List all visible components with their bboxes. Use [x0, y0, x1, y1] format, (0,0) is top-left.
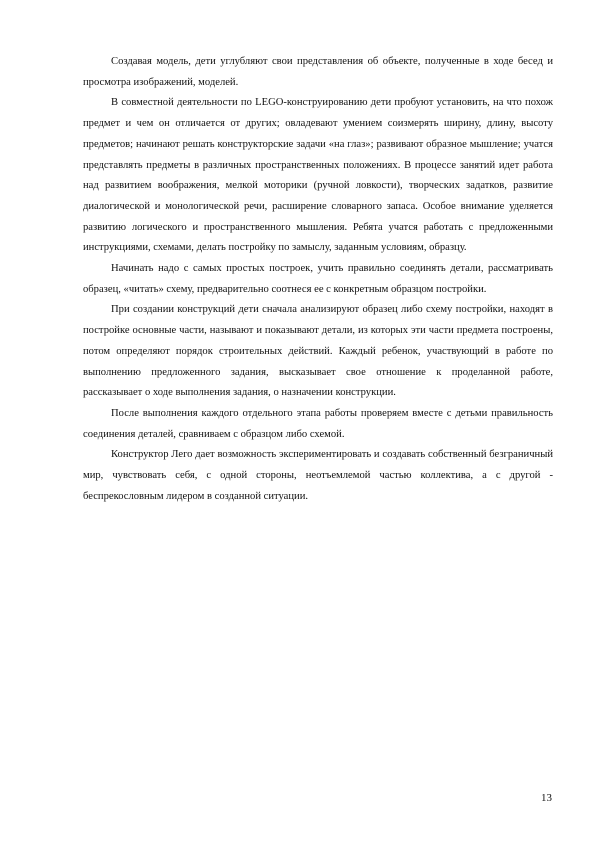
paragraph-2: В совместной деятельности по LEGO-конструированию дети пробуют установить, на что похож предмет и чем он отличается от других; овладевают умением соизмерять ширину, длину, высоту предметов; начинают решать конструкторские задачи «на глаз»; развивают образное мышление; учатся представлять предметы в различных пространственных положениях. В процессе занятий идет работа над развитием воображения, мелкой моторики (ручной ловкости), творческих задатков, развитие диалогической и монологической речи, расширение словарного запаса. Особое внимание уделяется развитию логического и пространственного мышления. Ребята учатся работать с предложенными инструкциями, схемами, делать постройку по замыслу, заданным условиям, образцу.	[83, 97, 553, 254]
paragraph-6: Конструктор Лего дает возможность экспериментировать и создавать собственный безграничный мир, чувствовать себя, с одной стороны, неотъемлемой частью коллектива, а с другой - беспрекословным лидером в созданной ситуации.	[83, 449, 553, 502]
document-body	[83, 52, 553, 507]
paragraph-4: При создании конструкций дети сначала анализируют образец либо схему постройки, находят в постройке основные части, называют и показывают детали, из которых эти части предмета построены, потом определяют порядок строительных действий. Каждый ребенок, участвующий в работе по выполнению предложенного задания, высказывает свое отношение к проделанной работе, рассказывает о ходе выполнения задания, о назначении конструкции.	[83, 304, 553, 399]
page-number: 13	[541, 792, 552, 804]
paragraph-1: Создавая модель, дети углубляют свои представления об объекте, полученные в ходе бесед и просмотра изображений, моделей.	[83, 56, 553, 88]
paragraph-3: Начинать надо с самых простых построек, учить правильно соединять детали, рассматривать образец, «читать» схему, предварительно соотнеся ее с конкретным образцом постройки.	[83, 263, 553, 295]
paragraph-5: После выполнения каждого отдельного этапа работы проверяем вместе с детьми правильность соединения деталей, сравниваем с образцом либо схемой.	[83, 407, 553, 440]
